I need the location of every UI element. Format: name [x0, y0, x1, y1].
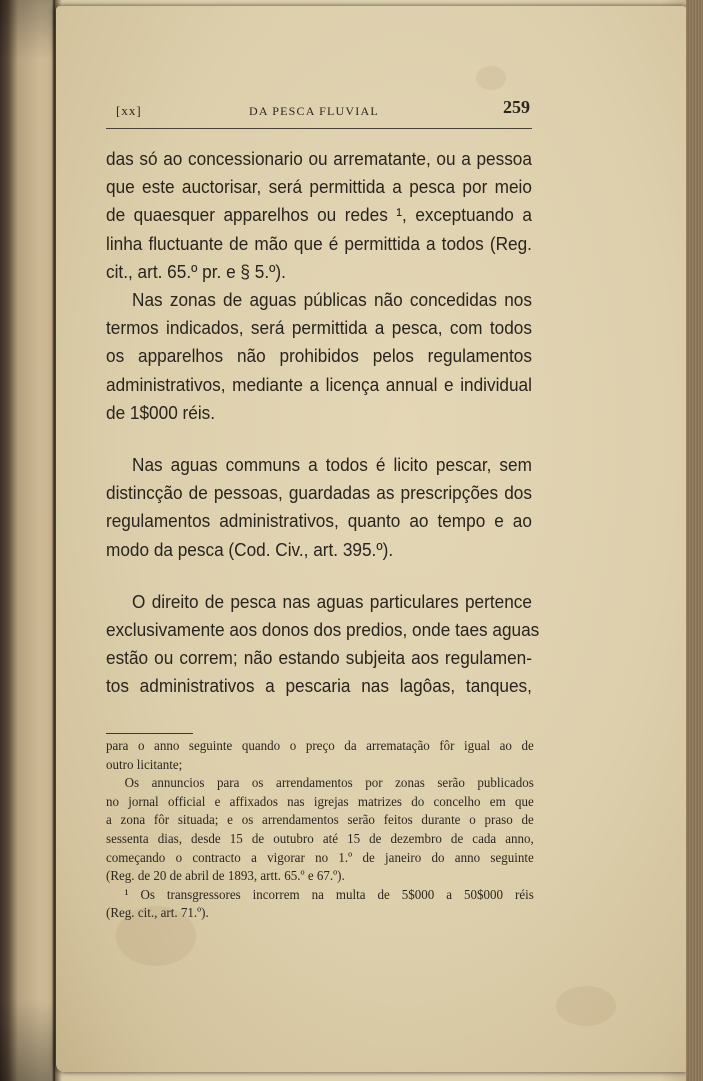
text-line: que este auctorisar, será permittida a pesca por meio: [106, 176, 532, 198]
text-line: cit., art. 65.º pr. e § 5.º).: [106, 260, 286, 282]
text-line: exclusivamente aos donos dos predios, onde taes aguas: [106, 619, 540, 641]
left-page-edge: [0, 0, 55, 1081]
section-number: [xx]: [116, 103, 142, 118]
text-line: linha fluctuante de mão que é permittida a todos (Reg.: [106, 232, 532, 254]
footnote-line: ¹ Os transgressores incorrem na multa de 5$000 a 50$000 réis: [124, 887, 534, 903]
footnote-line: outro licitante;: [106, 757, 183, 773]
text-line: distincção de pessoas, guardadas as prescripções dos: [106, 482, 532, 504]
footnote-line: a zona fôr situada; e os arrendamentos serão feitos durante o praso de: [106, 813, 534, 829]
paragraph: [106, 145, 532, 286]
text-line: de quaesquer apparelhos ou redes ¹, exceptuando a: [106, 204, 532, 226]
text-line: Nas zonas de aguas públicas não concedidas nos: [132, 289, 532, 311]
running-header: [116, 97, 530, 123]
paper-stain: [476, 66, 506, 90]
text-line: das só ao concessionario ou arrematante, ou a pessoa: [106, 148, 532, 169]
running-title: DA PESCA FLUVIAL: [249, 104, 379, 118]
text-line: administrativos, mediante a licença annual e individual: [106, 373, 532, 395]
text-line: O direito de pesca nas aguas particulares pertence: [132, 590, 532, 612]
header-rule: [106, 128, 532, 129]
footnote-rule: [106, 733, 193, 734]
footnote-line: no jornal official e affixados nas igrejas matrizes do concelho em que: [106, 794, 534, 810]
page-stack-edge: [686, 0, 703, 1081]
text-line: tos administrativos a pescaria nas lagôas, tanques,: [106, 675, 532, 697]
page-number: 259: [503, 97, 530, 117]
paragraph: [106, 588, 540, 701]
text-line: os apparelhos não prohibidos pelos regulamentos: [106, 345, 532, 367]
footnote-line: para o anno seguinte quando o preço da arrematação fôr igual ao de: [106, 739, 534, 754]
footnotes: [106, 738, 534, 924]
footnote-line: (Reg. de 20 de abril de 1893, artt. 65.º e 67.º).: [106, 869, 345, 885]
paragraph: [106, 286, 532, 427]
text-line: Nas aguas communs a todos é licito pescar, sem: [132, 454, 532, 476]
footnote-line: começando o contracto a vigorar no 1.º de janeiro do anno seguinte: [106, 850, 534, 866]
footnote-line: sessenta dias, desde 15 de outubro até 15 de dezembro de cada anno,: [106, 831, 534, 847]
text-line: de 1$000 réis.: [106, 401, 216, 423]
paper-stain: [556, 986, 616, 1026]
footnote-line: Os annuncios para os arrendamentos por zonas serão publicados: [124, 776, 534, 792]
text-line: regulamentos administrativos, quanto ao tempo e ao: [106, 510, 532, 532]
text-line: termos indicados, será permittida a pesca, com todos: [106, 317, 532, 339]
main-text: [106, 145, 540, 701]
paragraph: [106, 451, 532, 564]
text-line: modo da pesca (Cod. Civ., art. 395.º).: [106, 538, 394, 560]
text-line: estão ou correm; não estando subjeita aos regulamen-: [106, 647, 532, 669]
footnote-line: (Reg. cit., art. 71.º).: [106, 906, 209, 922]
